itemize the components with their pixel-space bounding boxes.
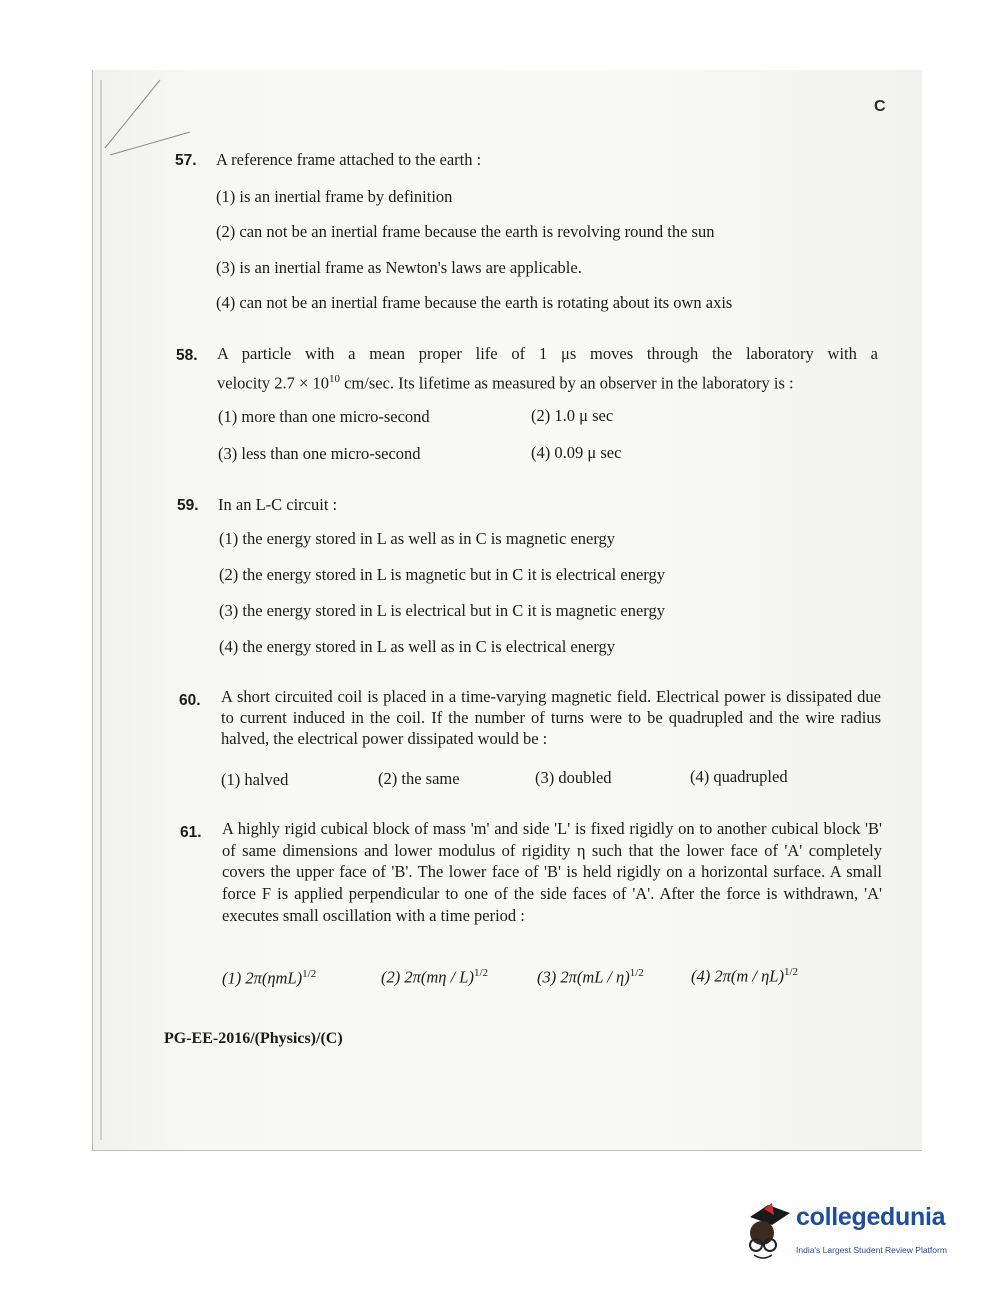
option-exponent: 1/2 (783, 966, 799, 978)
option-formula: (1) 2π(ηmL) (222, 968, 303, 988)
paper-left-edge (92, 70, 93, 1150)
option: (1) the energy stored in L as well as in C is magnetic energy (219, 529, 616, 548)
question-text: A short circuited coil is placed in a time-varying magnetic field. Electrical power is dissipated due to current induced in the coil. If the number of turns were to be quadrupled and the wire radius halved, the electrical power dissipated would be : (221, 687, 881, 748)
option: (4) quadrupled (690, 767, 788, 786)
option: (3) is an inertial frame as Newton's laws are applicable. (216, 258, 582, 277)
question-text-line2 (217, 368, 794, 395)
question-number: 57. (175, 152, 197, 169)
collegedunia-watermark (738, 1197, 968, 1265)
option: (4) 0.09 μ sec (531, 443, 622, 462)
brand-name: collegedunia (796, 1203, 946, 1231)
fold-corner-lines (100, 70, 200, 160)
question-number: 58. (176, 347, 198, 364)
option-formula: (4) 2π(m / ηL) (691, 966, 784, 986)
paper-footer-code: PG-EE-2016/(Physics)/(C) (164, 1030, 343, 1047)
question-text-rest: cm/sec. Its lifetime as measured by an observer in the laboratory is : (339, 373, 794, 393)
question-text-line1: A particle with a mean proper life of 1 μs moves through the laboratory with a (217, 344, 878, 363)
option-exponent: 1/2 (473, 967, 489, 979)
option (222, 968, 316, 989)
question-text: A highly rigid cubical block of mass 'm' and side 'L' is fixed rigidly on to another cubical block 'B' of same dimensions and lower modulus of rigidity η such that the lower face of 'A' completely covers the upper face of 'B'. The lower face of 'B' is held rigidly on a horizontal surface. A small force F is applied perpendicular to one of the side faces of 'A'. After the force is withdrawn, 'A' executes small oscillation with a time period : (222, 819, 882, 925)
option: (1) more than one micro-second (218, 407, 430, 426)
paper-code-letter: C (874, 98, 886, 115)
question-number: 60. (179, 692, 201, 709)
question-number: 59. (177, 497, 199, 514)
option (537, 967, 644, 988)
option: (2) the energy stored in L is magnetic but in C it is electrical energy (219, 565, 665, 584)
option: (2) can not be an inertial frame because the earth is revolving round the sun (216, 222, 715, 241)
option: (3) doubled (535, 768, 612, 787)
option: (2) 1.0 μ sec (531, 406, 614, 425)
question-text: A reference frame attached to the earth : (216, 150, 482, 169)
option-formula: (2) 2π(mη / L) (381, 967, 474, 987)
option: (1) is an inertial frame by definition (216, 187, 453, 206)
brand-tagline: India's Largest Student Review Platform (796, 1245, 947, 1255)
option: (3) the energy stored in L is electrical but in C it is magnetic energy (219, 601, 665, 620)
mascot-logo-icon (738, 1199, 794, 1261)
option-formula: (3) 2π(mL / η) (537, 967, 630, 987)
option (381, 967, 488, 988)
option-exponent: 1/2 (302, 968, 317, 980)
option (691, 966, 798, 987)
velocity-text: velocity 2.7 × 10 (217, 373, 329, 393)
option: (4) the energy stored in L as well as in C is electrical energy (219, 637, 616, 656)
option: (4) can not be an inertial frame because the earth is rotating about its own axis (216, 293, 733, 312)
paper-bottom-edge (92, 1150, 922, 1151)
velocity-exponent: 10 (328, 373, 340, 385)
option: (2) the same (378, 769, 460, 788)
option-exponent: 1/2 (629, 967, 644, 979)
option: (3) less than one micro-second (218, 444, 421, 463)
question-number: 61. (180, 824, 202, 841)
page-stack-edge (100, 80, 102, 1140)
option: (1) halved (221, 770, 289, 789)
question-text: In an L-C circuit : (218, 495, 338, 514)
